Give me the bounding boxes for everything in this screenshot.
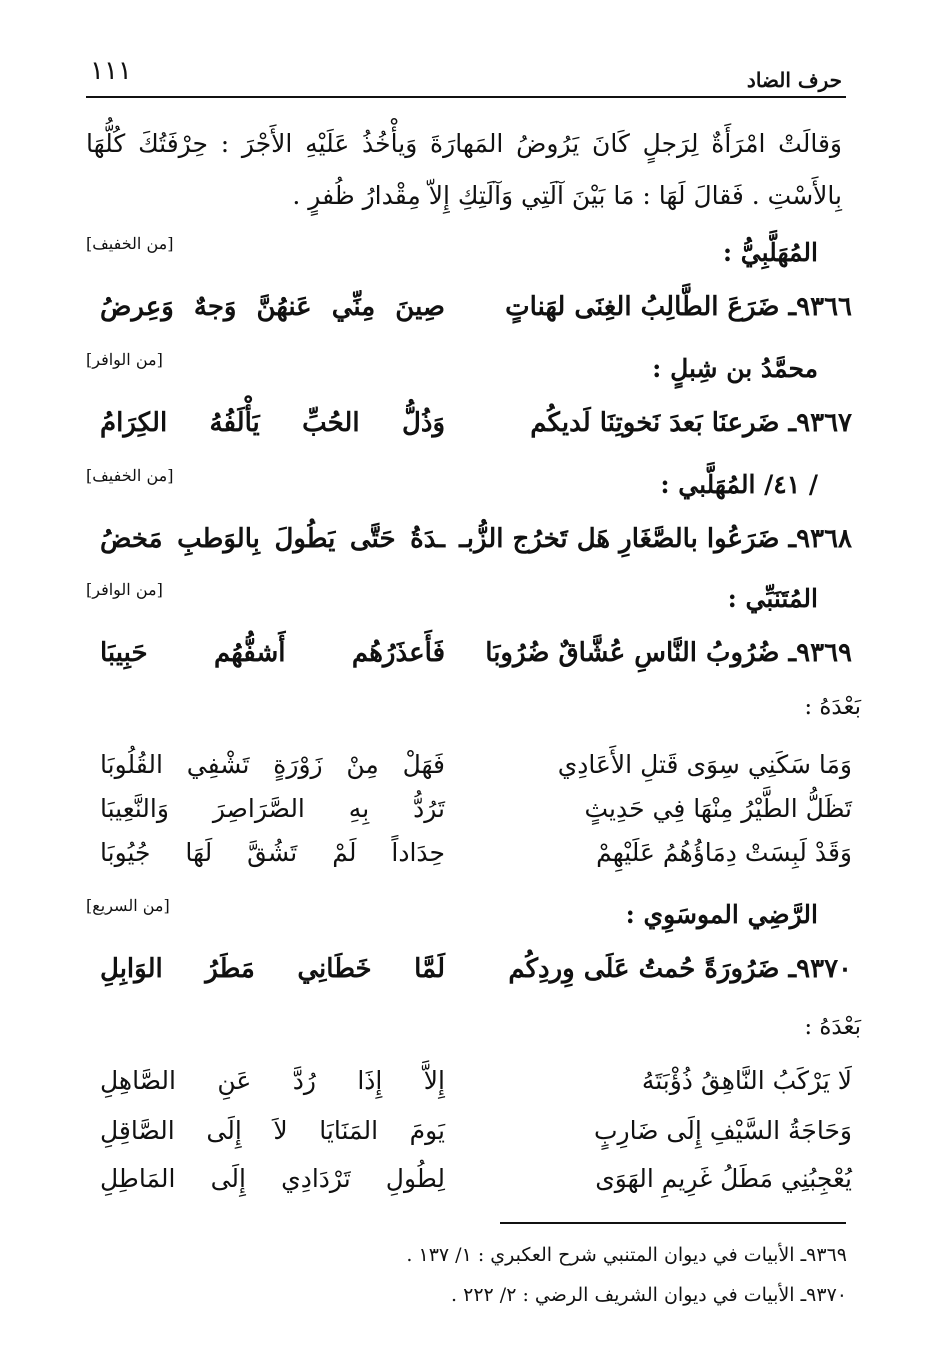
verse-first-hemistich: ٩٣٧٠ـ ضَرُورَةً حُمتُ عَلَى وِردِكُم — [508, 954, 852, 984]
footnote-divider — [500, 1222, 846, 1224]
verse-line — [100, 630, 852, 680]
poet-heading — [86, 896, 842, 936]
verse-first-hemistich: وَمَا سَكَنِي سِوَى قَتلِ الأَعَادِي — [557, 750, 852, 779]
verse-line — [100, 400, 852, 450]
meter-label: [من السريع] — [86, 896, 170, 915]
page-header — [86, 52, 846, 98]
verse-second-hemistich: حِدَاداً لَمْ تَشُقَّ لَهَا جُيُوبَا — [100, 838, 445, 867]
poet-name: المُهَلَّبِيُّ : — [722, 238, 818, 267]
meter-label: [من الخفيف] — [86, 234, 174, 253]
verse-second-hemistich: فَهَلْ مِنْ زَوْرَةٍ تَشْفِي القُلُوبَا — [100, 750, 445, 779]
verse-first-hemistich: لَا يَرْكَبُ النَّاهِقُ ذُؤْبَتَهُ — [641, 1066, 852, 1095]
header-rule — [86, 96, 846, 98]
verse-second-hemistich: لِطُولِ تَرْدَادِي إِلَى المَاطِلِ — [100, 1164, 445, 1193]
anecdote-paragraph: وَقالَتْ امْرَأَةٌ لِرَجلٍ كَانَ يَرُوضُ المَهارَةَ وَيأْخُذُ عَلَيْهِ الأَجْرَ : حِرْفَتُكَ كُلُّهَا بِالأَسْتِ . فَقالَ لَهَا : مَا بَيْنَ آلَتِي وَآلَتِكِ إِلاّ مِقْدارُ ظُفرٍ . — [86, 129, 842, 210]
verse-second-hemistich: لَمَّا خَطَانِي مَطَرُ الوَابِلِ — [100, 954, 445, 984]
poet-heading — [86, 234, 842, 274]
verse-line — [100, 946, 852, 996]
continuation-label: بَعْدَهُ : — [804, 1014, 861, 1040]
verse-line — [100, 1108, 852, 1158]
verse-line — [100, 516, 852, 566]
verse-second-hemistich: فَأَعذَرُهُم أَشفُّهُم حَبِيبَا — [100, 638, 445, 668]
footnote: ٩٣٦٩ـ الأبيات في ديوان المتنبي شرح العكبري : ١/ ١٣٧ . — [406, 1244, 847, 1266]
verse-first-hemistich: ٩٣٦٦ـ ضَرَعَ الطَّالِبُ الغِنَى لهَناتٍ — [505, 292, 852, 322]
poet-name: / ٤١/ المُهَلَّبي : — [660, 470, 818, 499]
verse-line — [100, 1058, 852, 1108]
verse-second-hemistich: تَرُدُّ بِهِ الصَّرَاصِرَ وَالنَّعِيبَا — [100, 794, 445, 823]
verse-first-hemistich: ٩٣٦٩ـ ضُرُوبُ النَّاسِ عُشَّاقٌ ضُرُوبَا — [485, 638, 852, 668]
poet-heading — [86, 466, 842, 506]
poet-name: المُتَنَبِّي : — [727, 584, 818, 613]
verse-first-hemistich: وَحَاجَةُ السَّيْفِ إِلَى ضَارِبٍ — [594, 1116, 852, 1145]
verse-first-hemistich: ٩٣٦٧ـ ضَرعنَا بَعدَ نَخوتِنَا لَديكُم — [530, 408, 852, 438]
verse-first-hemistich: يُعْجِبُنِي مَطَلُ غَرِيمِ الهَوَى — [595, 1164, 852, 1193]
verse-line — [100, 284, 852, 334]
verse-line — [100, 786, 852, 836]
page-number: ١١١ — [90, 56, 132, 86]
meter-label: [من الوافر] — [86, 580, 163, 599]
verse-line — [100, 1156, 852, 1206]
verse-second-hemistich: صِينَ مِنِّي عَنهُنَّ وَجهٌ وَعِرضُ — [100, 292, 445, 322]
verse-line — [100, 830, 852, 880]
verse-second-hemistich: يَومَ المَنَايَا لاَ إِلَى الصَّاقِلِ — [100, 1116, 445, 1145]
meter-label: [من الوافر] — [86, 350, 163, 369]
meter-label: [من الخفيف] — [86, 466, 174, 485]
verse-line — [100, 742, 852, 792]
verse-first-hemistich: وَقَدْ لَبِسَتْ دِمَاؤُهُمُ عَلَيْهِمْ — [596, 838, 852, 867]
continuation-label: بَعْدَهُ : — [804, 694, 861, 720]
poet-heading — [86, 350, 842, 390]
verse-second-hemistich: وَذُلُّ الحُبِّ يَأْلَفُهُ الكِرَامُ — [100, 408, 445, 438]
poet-name: محمَّدُ بن شِبلٍ : — [652, 354, 818, 383]
verse-second-hemistich: إِلاَّ إِذَا رُدَّ عَنِ الصَّاهِلِ — [100, 1066, 445, 1095]
verse-first-hemistich: تَظَلُّ الطَّيْرُ مِنْهَا فِي حَدِيثٍ — [584, 794, 852, 823]
verse-second-hemistich: ـدَةُ حَتَّى يَطُولَ بِالوَطبِ مَخضُ — [100, 524, 445, 554]
footnote: ٩٣٧٠ـ الأبيات في ديوان الشريف الرضي : ٢/ ٢٢٢ . — [451, 1284, 847, 1306]
section-title: حرف الضاد — [746, 68, 842, 92]
poet-heading — [86, 580, 842, 620]
verse-first-hemistich: ٩٣٦٨ـ ضَرَعُوا بالصَّغَارِ هَل تَخرُج الزُّبـ — [459, 524, 852, 554]
poet-name: الرَّضِي الموسَوِي : — [625, 900, 818, 929]
